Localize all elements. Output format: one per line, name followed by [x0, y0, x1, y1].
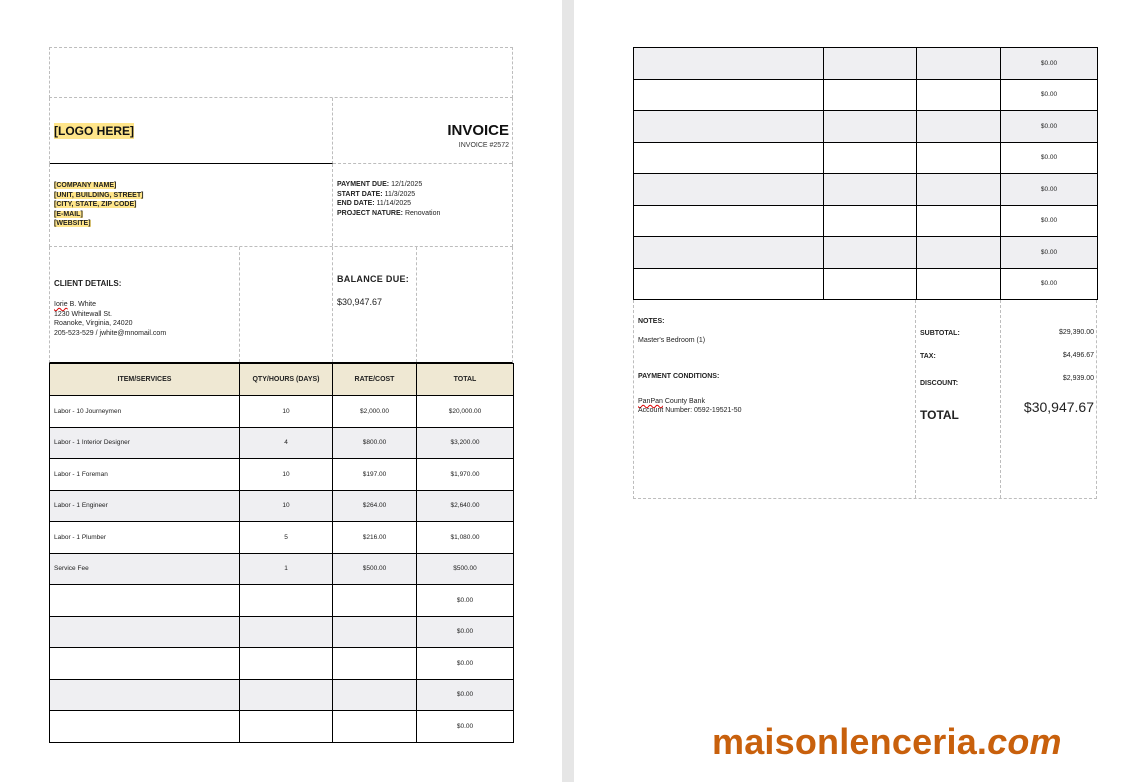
client-details-title: CLIENT DETAILS:: [54, 279, 122, 288]
cell-qty: [824, 142, 917, 174]
cell-qty: [824, 237, 917, 269]
cell-total: $1,970.00: [417, 459, 514, 491]
cell-item: [50, 585, 240, 617]
table-row: [50, 396, 514, 428]
cell-rate: [917, 205, 1001, 237]
client-name-rest: B. White: [67, 301, 97, 308]
project-nature-label: PROJECT NATURE:: [337, 209, 403, 217]
table-row: [634, 205, 1098, 237]
cell-item: [634, 268, 824, 300]
cell-item: Service Fee: [50, 553, 240, 585]
cell-item: [634, 174, 824, 206]
end-date-label: END DATE:: [337, 200, 375, 207]
table-row: [634, 174, 1098, 206]
payment-due-label: PAYMENT DUE:: [337, 181, 390, 188]
cell-total: $3,200.00: [417, 427, 514, 459]
company-address: [UNIT, BUILDING, STREET]: [54, 191, 144, 199]
cell-item: Labor - 1 Plumber: [50, 522, 240, 554]
cell-qty: 1: [240, 553, 333, 585]
payment-conditions-title: PAYMENT CONDITIONS:: [638, 373, 720, 380]
cell-qty: 10: [240, 490, 333, 522]
cell-item: Labor - 1 Engineer: [50, 490, 240, 522]
table-row: [634, 48, 1098, 80]
cell-total: $0.00: [1001, 142, 1098, 174]
subtotal-label: SUBTOTAL:: [920, 330, 960, 337]
watermark-main: maisonlenceria.: [712, 721, 988, 762]
cell-rate: [917, 111, 1001, 143]
cell-rate: $197.00: [333, 459, 417, 491]
cell-rate: [917, 142, 1001, 174]
cell-qty: [824, 174, 917, 206]
start-date-label: START DATE:: [337, 190, 383, 198]
bank-details: [638, 397, 915, 415]
cell-qty: [240, 679, 333, 711]
cell-item: [634, 111, 824, 143]
client-balance-row: [49, 247, 513, 363]
cell-rate: [333, 648, 417, 680]
invoice-number: INVOICE #2572: [458, 142, 509, 149]
cell-rate: [917, 48, 1001, 80]
total-label: TOTAL: [920, 408, 959, 422]
table-row: [634, 268, 1098, 300]
cell-item: [50, 679, 240, 711]
header-blank-area: [49, 47, 513, 98]
table-row: [50, 522, 514, 554]
balance-due: [333, 247, 417, 362]
balance-due-label: BALANCE DUE:: [337, 274, 410, 284]
items-table: [49, 363, 514, 743]
column-header-item: ITEM/SERVICES: [50, 364, 240, 396]
cell-rate: $264.00: [333, 490, 417, 522]
tax-value: $4,496.67: [1062, 352, 1094, 359]
table-row: [634, 111, 1098, 143]
cell-total: $500.00: [417, 553, 514, 585]
table-row: [50, 585, 514, 617]
table-row: [50, 711, 514, 743]
company-name: [COMPANY NAME]: [54, 182, 117, 189]
client-details: [50, 247, 240, 362]
table-row: [50, 459, 514, 491]
cell-total: $2,640.00: [417, 490, 514, 522]
account-number: Account Number: 0592-19521-50: [638, 407, 742, 414]
tax-label: TAX:: [920, 353, 936, 360]
cell-qty: [240, 585, 333, 617]
cell-qty: [824, 79, 917, 111]
project-nature-value: Renovation: [404, 209, 441, 217]
column-header-qty: QTY/HOURS (DAYS): [240, 364, 333, 396]
totals-labels: [916, 300, 1001, 498]
watermark-suffix: com: [987, 721, 1062, 762]
cell-total: $20,000.00: [417, 396, 514, 428]
cell-item: [50, 616, 240, 648]
client-contact: 205-523-529 / jwhite@mnomail.com: [54, 329, 167, 337]
column-header-rate: RATE/COST: [333, 364, 417, 396]
subtotal-value: $29,390.00: [1058, 329, 1094, 336]
logo-cell: [50, 98, 333, 164]
cell-item: [634, 237, 824, 269]
end-date-value: 11/14/2025: [376, 200, 412, 207]
cell-rate: $500.00: [333, 553, 417, 585]
invoice-page-2: [633, 47, 1097, 499]
notes-section: [634, 300, 916, 498]
column-header-total: TOTAL: [417, 364, 514, 396]
table-row: [634, 79, 1098, 111]
cell-total: $0.00: [1001, 268, 1098, 300]
table-row: [634, 237, 1098, 269]
cell-total: $0.00: [1001, 48, 1098, 80]
cell-rate: [917, 268, 1001, 300]
cell-total: $0.00: [417, 679, 514, 711]
table-header-row: [50, 364, 514, 396]
cell-rate: [333, 711, 417, 743]
discount-value: $2,939.00: [1062, 375, 1094, 382]
cell-total: $0.00: [417, 616, 514, 648]
site-watermark: [712, 721, 1062, 763]
cell-qty: 10: [240, 459, 333, 491]
blank-cell: [240, 247, 333, 362]
table-row: [50, 648, 514, 680]
cell-total: $0.00: [1001, 174, 1098, 206]
start-date-value: 11/3/2025: [384, 190, 416, 198]
cell-rate: $2,000.00: [333, 396, 417, 428]
table-row: [50, 553, 514, 585]
cell-total: $0.00: [417, 585, 514, 617]
client-address-2: Roanoke, Virginia, 24020: [54, 320, 133, 327]
cell-total: $0.00: [417, 648, 514, 680]
cell-rate: [333, 585, 417, 617]
payment-info: [333, 164, 512, 246]
cell-item: [634, 205, 824, 237]
cell-qty: [824, 205, 917, 237]
table-row: [50, 616, 514, 648]
cell-item: Labor - 1 Interior Designer: [50, 427, 240, 459]
company-email: [E-MAIL]: [54, 210, 83, 218]
summary-section: [633, 300, 1097, 499]
cell-qty: [824, 48, 917, 80]
cell-qty: [240, 711, 333, 743]
page-separator: [562, 0, 574, 782]
payment-due-value: 12/1/2025: [391, 181, 423, 188]
table-row: [50, 427, 514, 459]
cell-total: $1,080.00: [417, 522, 514, 554]
company-website: [WEBSITE]: [54, 220, 91, 227]
invoice-page-1: [49, 47, 513, 743]
cell-item: [634, 142, 824, 174]
cell-rate: [917, 237, 1001, 269]
cell-qty: 4: [240, 427, 333, 459]
bank-name-first: PanPan: [638, 398, 663, 405]
client-address-1: 1230 Whitewall St.: [54, 310, 112, 318]
cell-total: $0.00: [1001, 205, 1098, 237]
cell-qty: [824, 111, 917, 143]
cell-qty: [240, 648, 333, 680]
bank-name-rest: County Bank: [662, 398, 705, 405]
cell-item: Labor - 10 Journeymen: [50, 396, 240, 428]
logo-placeholder: [LOGO HERE]: [54, 124, 134, 138]
table-row: [50, 490, 514, 522]
invoice-title-cell: [333, 98, 512, 164]
cell-item: Labor - 1 Foreman: [50, 459, 240, 491]
cell-rate: [917, 79, 1001, 111]
cell-item: [50, 648, 240, 680]
cell-item: [634, 48, 824, 80]
totals-values: [1001, 300, 1096, 498]
logo-title-row: [49, 98, 513, 164]
cell-rate: $216.00: [333, 522, 417, 554]
blank-cell: [417, 247, 512, 362]
cell-total: $0.00: [1001, 111, 1098, 143]
invoice-title: INVOICE: [447, 122, 509, 139]
table-row: [50, 679, 514, 711]
cell-rate: [333, 616, 417, 648]
cell-total: $0.00: [1001, 237, 1098, 269]
company-payment-row: [49, 164, 513, 247]
cell-rate: [917, 174, 1001, 206]
cell-item: [50, 711, 240, 743]
cell-qty: [240, 616, 333, 648]
company-city: [CITY, STATE, ZIP CODE]: [54, 201, 137, 208]
cell-rate: [333, 679, 417, 711]
table-row: [634, 142, 1098, 174]
company-info: [50, 164, 333, 246]
total-value: $30,947.67: [1023, 399, 1094, 415]
cell-qty: 10: [240, 396, 333, 428]
cell-qty: 5: [240, 522, 333, 554]
cell-item: [634, 79, 824, 111]
client-first-name: Iorie: [54, 301, 68, 308]
notes-text: Master's Bedroom (1): [638, 337, 706, 344]
discount-label: DISCOUNT:: [920, 380, 959, 387]
cell-qty: [824, 268, 917, 300]
cell-rate: $800.00: [333, 427, 417, 459]
balance-due-amount: $30,947.67: [337, 297, 383, 307]
client-name: [54, 300, 239, 310]
items-table-continued: [633, 47, 1098, 300]
notes-title: NOTES:: [638, 318, 665, 325]
cell-total: $0.00: [1001, 79, 1098, 111]
cell-total: $0.00: [417, 711, 514, 743]
